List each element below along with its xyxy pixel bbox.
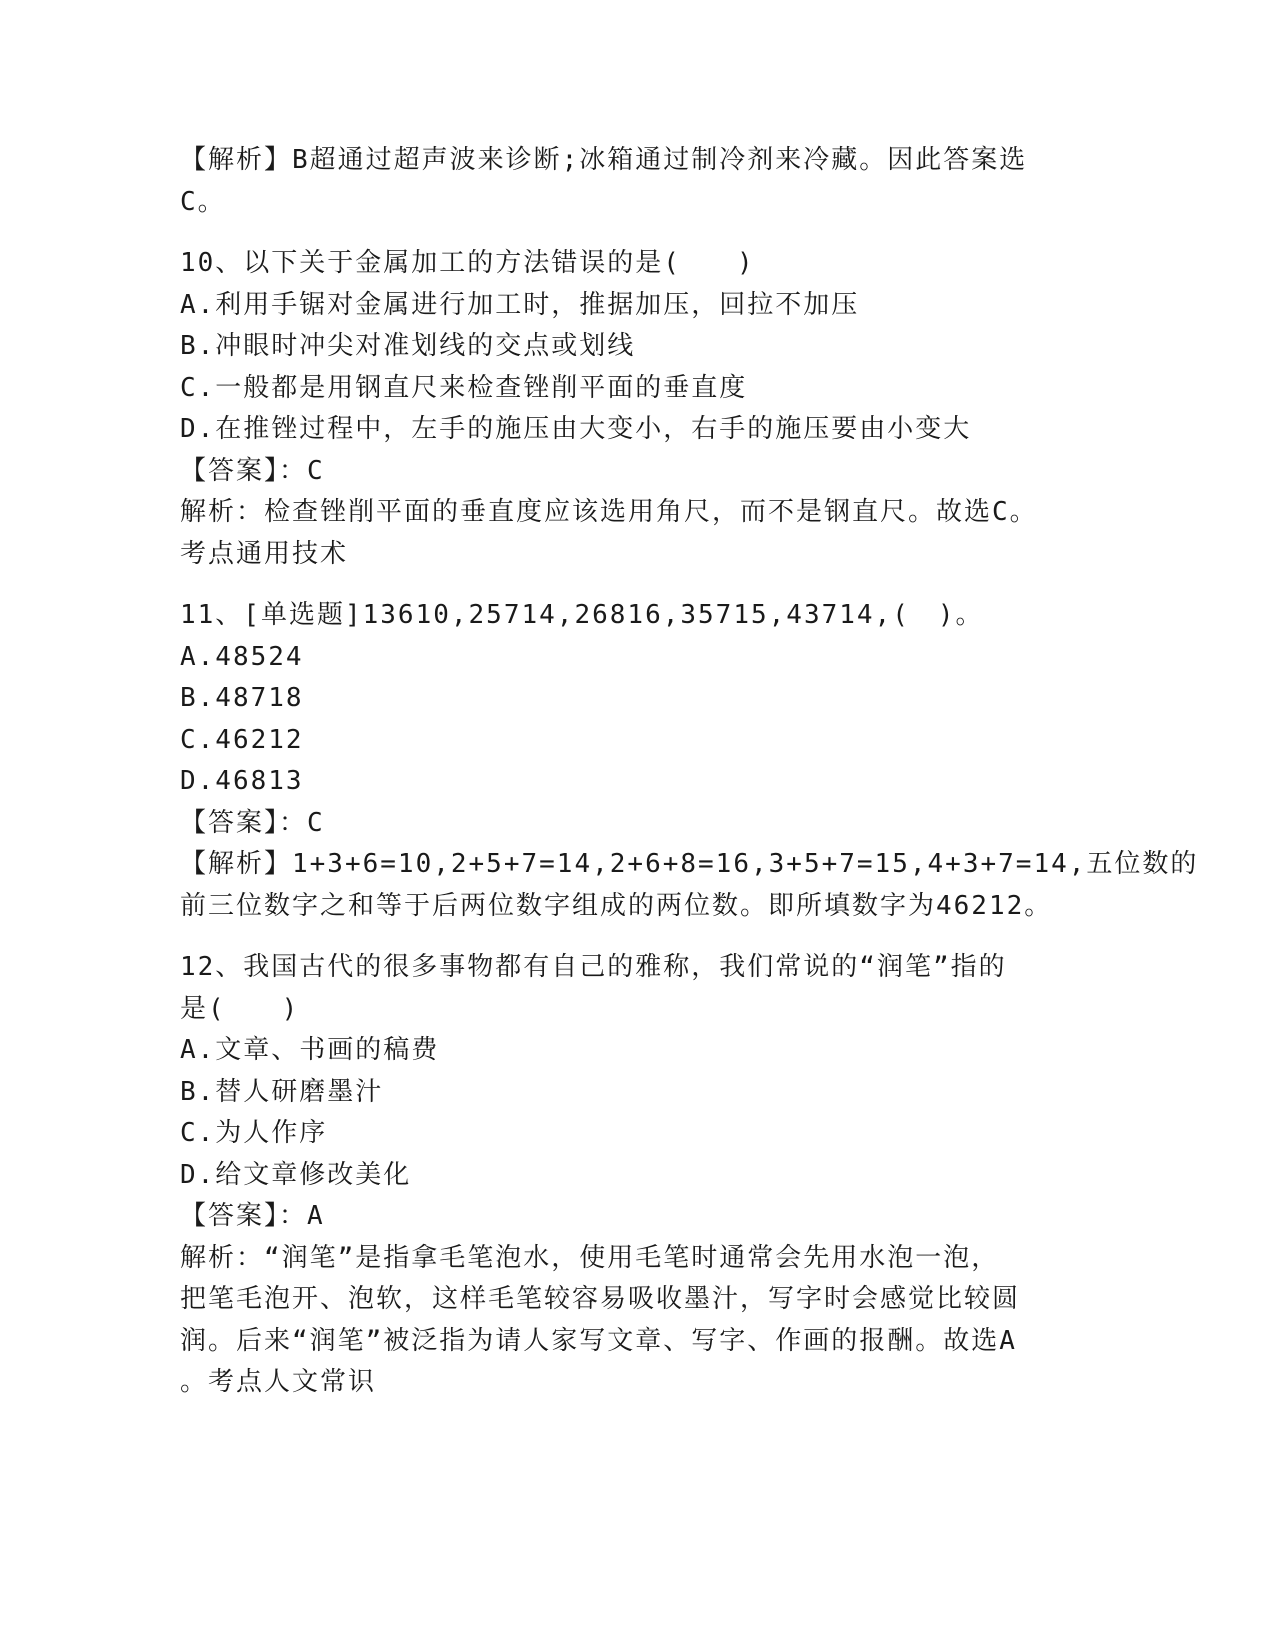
question-10-block xyxy=(180,243,1080,575)
option-a: A.利用手锯对金属进行加工时，推据加压，回拉不加压 xyxy=(180,289,860,320)
question-11-block xyxy=(180,595,1199,927)
document-page xyxy=(180,140,1199,1404)
analysis-line: 前三位数字之和等于后两位数字组成的两位数。即所填数字为46212。 xyxy=(180,890,1053,921)
option-a: A.48524 xyxy=(180,641,304,672)
q9-analysis-block xyxy=(180,140,1080,223)
question-stem: 11、[单选题]13610,25714,26816,35715,43714,( )。 xyxy=(180,600,984,630)
answer-line: 【答案】：A xyxy=(180,1201,325,1231)
answer-line: 【答案】：C xyxy=(180,455,325,486)
analysis-line: 解析：“润笔”是指拿毛笔泡水，使用毛笔时通常会先用水泡一泡， xyxy=(180,1242,1000,1273)
option-b: B.48718 xyxy=(180,683,304,713)
question-stem: 10、以下关于金属加工的方法错误的是( ) xyxy=(180,248,755,278)
question-12-block xyxy=(180,947,1080,1404)
text-line: C。 xyxy=(180,186,226,217)
topic-line: 考点通用技术 xyxy=(180,538,349,569)
option-d: D.46813 xyxy=(180,766,304,796)
option-c: C.为人作序 xyxy=(180,1118,328,1148)
answer-line: 【答案】：C xyxy=(180,807,325,838)
option-b: B.替人研磨墨汁 xyxy=(180,1076,384,1107)
question-stem: 是( ) xyxy=(180,993,300,1024)
topic-line: 。考点人文常识 xyxy=(180,1367,377,1397)
option-a: A.文章、书画的稿费 xyxy=(180,1035,440,1065)
option-c: C.46212 xyxy=(180,724,304,755)
option-b: B.冲眼时冲尖对准划线的交点或划线 xyxy=(180,331,636,361)
option-d: D.在推锉过程中，左手的施压由大变小，右手的施压要由小变大 xyxy=(180,414,972,444)
text-line: 【解析】B超通过超声波来诊断;冰箱通过制冷剂来冷藏。因此答案选 xyxy=(180,145,1028,175)
analysis-line: 解析：检查锉削平面的垂直度应该选用角尺，而不是钢直尺。故选C。 xyxy=(180,497,1038,527)
analysis-line: 把笔毛泡开、泡软，这样毛笔较容易吸收墨汁，写字时会感觉比较圆 xyxy=(180,1284,1021,1314)
analysis-line: 【解析】1+3+6=10,2+5+7=14,2+6+8=16,3+5+7=15,4+3+7=14,五位数的 xyxy=(180,849,1199,879)
analysis-line: 润。后来“润笔”被泛指为请人家写文章、写字、作画的报酬。故选A xyxy=(180,1325,1017,1356)
option-c: C.一般都是用钢直尺来检查锉削平面的垂直度 xyxy=(180,372,748,403)
question-stem: 12、我国古代的很多事物都有自己的雅称，我们常说的“润笔”指的 xyxy=(180,952,1007,982)
option-d: D.给文章修改美化 xyxy=(180,1159,412,1190)
